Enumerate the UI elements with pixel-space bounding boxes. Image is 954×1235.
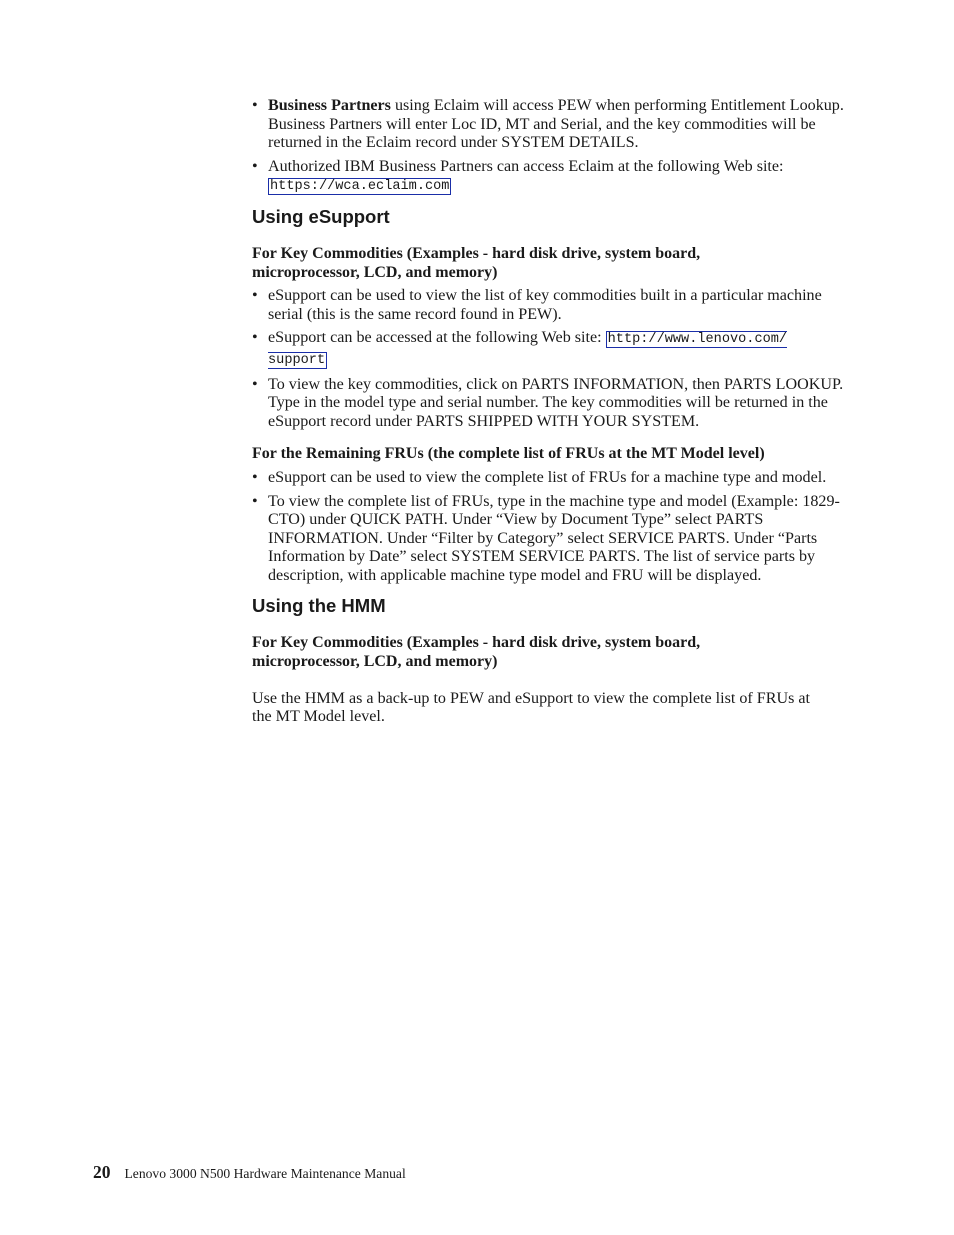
page-number: 20 — [93, 1162, 111, 1182]
list-item: • To view the complete list of FRUs, type in the machine type and model (Example: 1829-CTO) under QUICK PATH. Under “View by Document Type” select PARTS INFORMATION. Under “Filter by Category” select SERVICE PARTS. Under “Parts Information by Date” select SYSTEM SERVICE PARTS. The list of service parts by description, with applicable machine type model and FRU will be displayed. — [252, 493, 844, 586]
hmm-heading: Using the HMM — [252, 595, 386, 617]
esupport-heading: Using eSupport — [252, 205, 390, 227]
esupport-fru-list — [252, 469, 844, 586]
link-part: http://www.lenovo.com/ — [607, 332, 788, 348]
link-part: support — [268, 352, 326, 368]
list-item-text: using Eclaim will access PEW when performing Entitlement Lookup. Business Partners will enter Loc ID, MT and Serial, and the key commodities will be returned in the Eclaim record under SYSTEM DETAILS. — [268, 97, 844, 152]
key-commodities-subheading: For Key Commodities (Examples - hard disk drive, system board, microprocessor, LCD, and memory) — [252, 244, 701, 281]
list-item — [252, 329, 844, 370]
list-item: • To view the key commodities, click on PARTS INFORMATION, then PARTS LOOKUP. Type in the model type and serial number. The key commodities will be returned in the eSupport record under PARTS SHIPPED WITH YOUR SYSTEM. — [252, 376, 844, 432]
manual-title: Lenovo 3000 N500 Hardware Maintenance Manual — [124, 1166, 406, 1181]
list-item-text: eSupport can be accessed at the following Web site: — [268, 329, 606, 347]
page-footer — [93, 1162, 406, 1184]
remaining-frus-subheading: For the Remaining FRUs (the complete list of FRUs at the MT Model level) — [252, 445, 765, 463]
eclaim-link[interactable]: https://wca.eclaim.com — [270, 179, 450, 195]
list-item — [252, 158, 844, 197]
hmm-key-commodities-subheading: For Key Commodities (Examples - hard disk drive, system board, microprocessor, LCD, and memory) — [252, 634, 701, 671]
list-item: • eSupport can be used to view the complete list of FRUs for a machine type and model. — [252, 469, 844, 488]
list-item: • eSupport can be used to view the list of key commodities built in a particular machine serial (this is the same record found in PEW). — [252, 287, 844, 324]
business-partners-term: Business Partners — [268, 97, 391, 114]
page-content — [252, 97, 844, 727]
hmm-paragraph: Use the HMM as a back-up to PEW and eSupport to view the complete list of FRUs at the MT Model level. — [252, 689, 810, 726]
list-item-text: Authorized IBM Business Partners can access Eclaim at the following Web site: — [268, 157, 784, 175]
esupport-key-list — [252, 287, 844, 431]
list-item — [252, 97, 844, 153]
eclaim-list — [252, 97, 844, 197]
